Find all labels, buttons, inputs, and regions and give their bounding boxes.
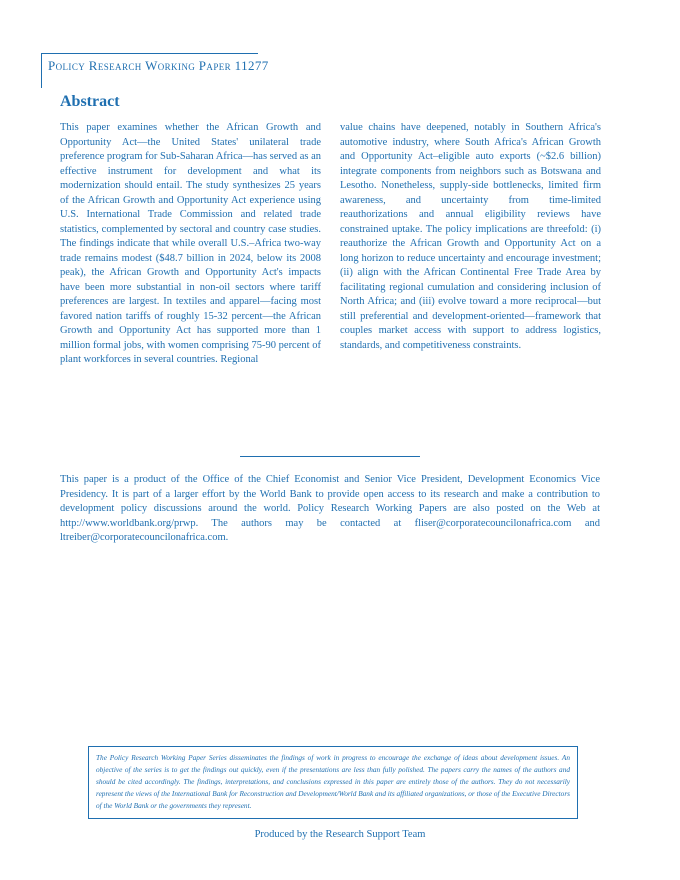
- abstract-column-right: value chains have deepened, notably in Southern Africa's automotive industry, where South Africa's African Growth and Opportunity Act–eligible auto exports (~$2.6 billion) integrate components from neighbors such as Botswana and Lesotho. Nonetheless, supply-side bottlenecks, limited firm awareness, and uncertainty from time-limited reauthorizations and annual eligibility reviews have constrained uptake. The policy implications are threefold: (i) reauthorize the African Growth and Opportunity Act on a long horizon to reduce uncertainty and encourage investment; (ii) align with the African Continental Free Trade Area by facilitating regional cumulation and considering inclusion of North Africa; and (iii) evolve toward a more reciprocal—but still preferential and development-oriented—framework that couples market access with support to address logistics, standards, and competitiveness constraints.: [340, 122, 601, 351]
- series-label: Policy Research Working Paper 11277: [48, 58, 269, 73]
- product-note: This paper is a product of the Office of the Chief Economist and Senior Vice President, Development Economics Vice Presidency. It is part of a larger effort by the World Bank to provide open access to its research and make a contribution to development policy discussions around the world. Policy Research Working Papers are also posted on the Web at http://www.worldbank.org/prwp. The authors may be contacted at fliser@corporatecouncilonafrica.com and ltreiber@corporatecouncilonafrica.com.: [60, 474, 600, 543]
- abstract-heading: Abstract: [60, 93, 120, 110]
- section-divider: [240, 456, 420, 457]
- series-disclaimer-box: [88, 746, 578, 819]
- produced-by-credit: Produced by the Research Support Team: [254, 829, 426, 840]
- abstract-column-left: This paper examines whether the African Growth and Opportunity Act—the United States' unilateral trade preference program for Sub-Saharan Africa—has served as an effective instrument for development and what its modernization should entail. The study synthesizes 25 years of the African Growth and Opportunity Act experience using U.S. International Trade Commission and related trade statistics, complemented by sectoral and country case studies. The findings indicate that while overall U.S.–Africa two-way trade remains modest ($48.7 billion in 2024, below its 2008 peak), the African Growth and Opportunity Act's impacts have been more substantial in non-oil sectors where tariff preferences are largest. In textiles and apparel—facing most favored nation tariffs of roughly 15-32 percent—the African Growth and Opportunity Act has supported more than 1 million formal jobs, with women comprising 75-90 percent of plant workforces in several countries. Regional: [60, 122, 321, 365]
- series-disclaimer-text: The Policy Research Working Paper Series disseminates the findings of work in progress to encourage the exchange of ideas about development issues. An objective of the series is to get the findings out quickly, even if the presentations are less than fully polished. The papers carry the names of the authors and should be cited accordingly. The findings, interpretations, and conclusions expressed in this paper are entirely those of the authors. They do not necessarily represent the views of the International Bank for Reconstruction and Development/World Bank and its affiliated organizations, or those of the Executive Directors of the World Bank or the governments they represent.: [96, 753, 570, 810]
